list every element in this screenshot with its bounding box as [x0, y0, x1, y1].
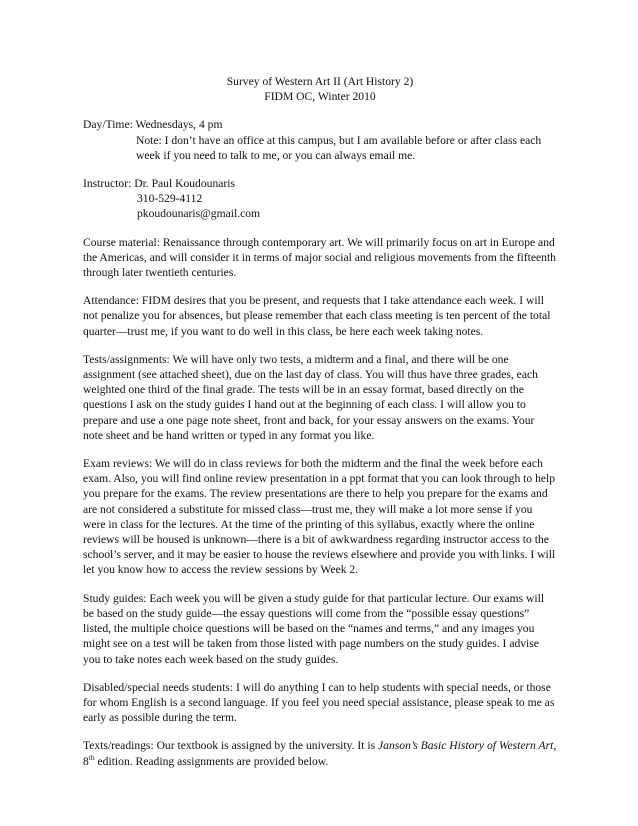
study-guides-paragraph: Study guides: Each week you will be given a study guide for that particular lecture. Our exams will be based on the study guide—the essay questions will come from the “possible essay questions” listed, the multiple choice questions will be based on the “names and terms,” and any images you might see on a test will be taken from those listed with page numbers on the study guides. I advise you to take notes each week based on the study guides. — [83, 591, 545, 666]
edition-suffix: th — [88, 752, 95, 762]
course-material-paragraph: Course material: Renaissance through contemporary art. We will primarily focus on art in Europe and the Americas, and will consider it in terms of major social and religious movements from the fifteenth through later twentieth centuries. — [83, 235, 556, 280]
daytime-note-line-2: week if you need to talk to me, or you can always email me. — [136, 148, 416, 162]
attendance-paragraph: Attendance: FIDM desires that you be present, and requests that I take attendance each week. I will not penalize you for absences, but please remember that each class meeting is ten percent of the total quarter—trust me, if you want to do well in this class, be here each week taking notes. — [83, 294, 551, 338]
instructor-line: Instructor: Dr. Paul Koudounaris — [83, 177, 235, 191]
texts-lead: Texts/readings: Our textbook is assigned by the university. It is — [83, 739, 379, 753]
document-subtitle: FIDM OC, Winter 2010 — [264, 90, 376, 104]
syllabus-page — [83, 74, 557, 782]
exam-reviews-paragraph: Exam reviews: We will do in class reviews for both the midterm and the final the week before each exam. Also, you will find online review presentation in a ppt format that you can look through to help you prepare for the exams. The review presentations are there to help you prepare for the exams and are not considered a substitute for missed class—trust me, they will make a lot more sense if you were in class for the lectures. At the time of the printing of this syllabus, exactly where the online reviews will be housed is unknown—there is a bit of awkwardness regarding instructor access to the school’s server, and it may be easier to house the reviews elsewhere and provide you with links. I will let you know how to access the review sessions by Week 2. — [83, 457, 556, 577]
edition-rest: edition. Reading assignments are provided below. — [94, 754, 329, 768]
instructor-section — [83, 176, 557, 222]
texts-readings-paragraph — [83, 738, 557, 768]
daytime-note-line-1: Note: I don’t have an office at this campus, but I am available before or after class each — [136, 133, 542, 147]
daytime-section — [83, 117, 557, 163]
document-title: Survey of Western Art II (Art History 2) — [226, 75, 414, 88]
texts-comma: , — [553, 739, 557, 753]
instructor-phone: 310-529-4112 — [137, 192, 203, 206]
disabled-students-paragraph: Disabled/special needs students: I will do anything I can to help students with special needs, or those for whom English is a second language. If you feel you need special assistance, please speak to me as early as possible during the term. — [83, 680, 555, 725]
tests-assignments-paragraph: Tests/assignments: We will have only two tests, a midterm and a final, and there will be one assignment (see attached sheet), due on the last day of class. You will thus have three grades, each weighted one third of the final grade. The tests will be in an essay format, based directly on the questions I ask on the study guides I hand out at the beginning of each class. I will allow you to prepare and use a one page note sheet, front and back, for your essay answers on the exams. Your note sheet and be hand written or typed in any format you like. — [83, 352, 538, 442]
daytime-line: Day/Time: Wednesdays, 4 pm — [83, 118, 223, 132]
document-header — [83, 74, 557, 104]
textbook-title: Janson’s Basic History of Western Art — [378, 739, 554, 753]
edition-number: 8 — [83, 754, 89, 768]
instructor-email: pkoudounaris@gmail.com — [137, 207, 261, 221]
